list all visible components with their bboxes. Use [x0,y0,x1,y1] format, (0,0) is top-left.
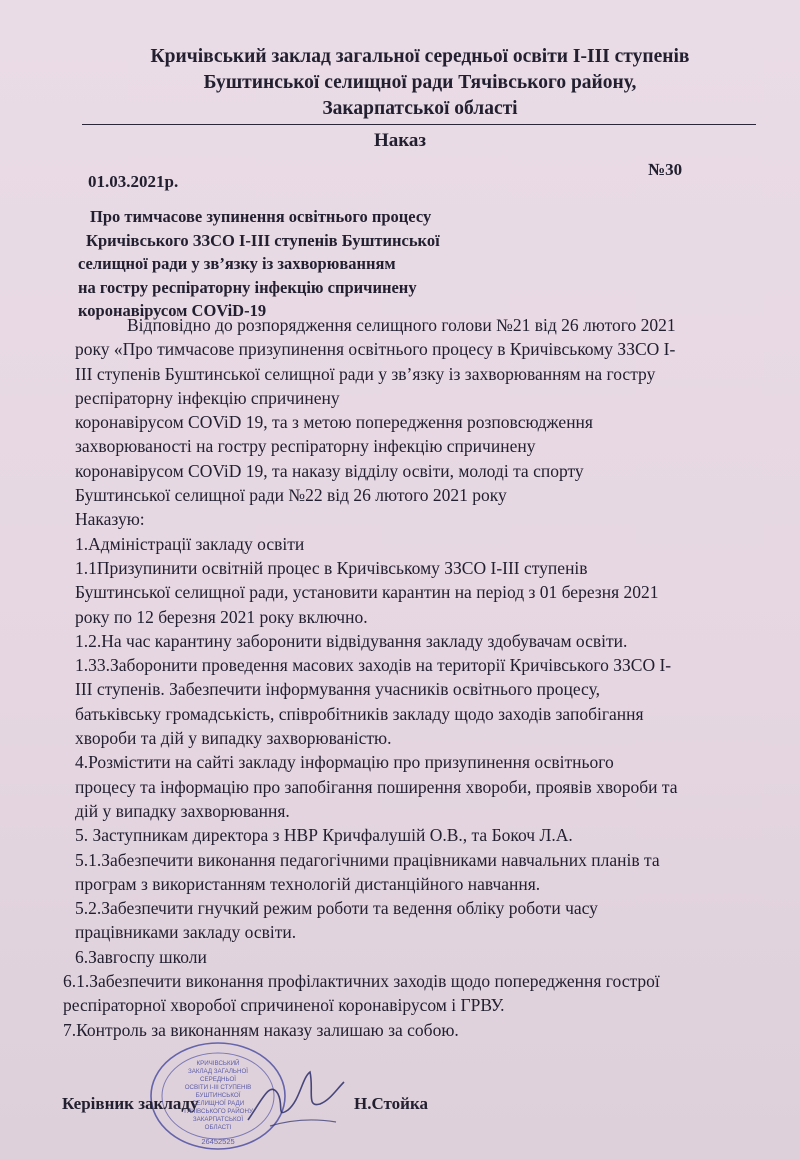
body-line: 6.Завгоспу школи [75,946,207,967]
body-line: програм з використанням технологій дистанційного навчання. [75,873,541,894]
body-line: коронавірусом COViD 19, та наказу відділу освіти, молоді та спорту [75,460,584,481]
body-line: коронавірусом COViD 19, та з метою попередження розповсюдження [75,412,593,433]
institution-header [80,44,760,122]
body-line: ІІІ ступенів Буштинської селищної ради у зв’язку із захворюванням на гостру [75,363,656,384]
order-date: 01.03.2021р. [88,172,179,191]
signatory-role: Керівник закладу [62,1094,199,1113]
body-line: ІІІ ступенів. Забезпечити інформування учасників освітнього процесу, [75,679,600,700]
body-line: 5.1.Забезпечити виконання педагогічними працівниками навчальних планів та [75,849,660,870]
stamp-line: БУШТИНСЬКОЇ [195,1092,241,1099]
handwritten-signature [240,1060,350,1140]
order-number: №30 [648,160,683,179]
stamp-line: ЗАКЛАД ЗАГАЛЬНОЇ [188,1068,248,1075]
body-line: процесу та інформацію про запобігання поширення хвороби, проявів хвороби та [75,776,678,797]
body-line: Буштинської селищної ради, установити карантин на період з 01 березня 2021 [75,582,659,603]
order-subject [78,205,538,323]
body-line: респіраторну інфекцію спричинену [75,387,340,408]
subject-line: Кричівського ЗЗСО І-ІІІ ступенів Буштинської [86,230,440,250]
header-line: Кричівський заклад загальної середньої освіти І-ІІІ ступенів [150,46,690,67]
subject-line: на гостру респіраторну інфекцію спричинену [78,277,417,297]
stamp-line: ТЯЧІВСЬКОГО РАЙОНУ [183,1108,253,1115]
body-line: 5. Заступникам директора з НВР Кричфалушій О.В., та Бокоч Л.А. [75,825,573,846]
stamp-line: ОБЛАСТІ [204,1124,232,1131]
body-line: 5.2.Забезпечити гнучкий режим роботи та ведення обліку роботи часу [75,898,598,919]
stamp-line: ОСВІТИ І-ІІІ СТУПЕНІВ [184,1084,252,1091]
body-line: працівниками закладу освіти. [75,922,297,943]
body-line: 1.1Призупинити освітній процес в Кричівському ЗЗСО І-ІІІ ступенів [75,557,588,578]
stamp-line: ЗАКАРПАТСЬКОЇ [192,1116,244,1123]
body-line: року по 12 березня 2021 року включно. [75,606,368,627]
body-line: 4.Розмістити на сайті закладу інформацію про призупинення освітнього [75,752,614,773]
body-line: захворюваності на гостру респіраторну інфекцію спричинену [75,436,536,457]
body-line: хвороби та дій у випадку захворюваністю. [75,728,392,749]
order-body [63,313,775,1042]
header-line: Буштинської селищної ради Тячівського району, [203,72,637,93]
stamp-line: СЕЛИЩНОЇ РАДИ [191,1100,245,1107]
stamp-line: СЕРЕДНЬОЇ [200,1076,236,1083]
body-line: 1.2.На час карантину заборонити відвідування закладу здобувачам освіти. [75,630,628,651]
subject-line: Про тимчасове зупинення освітнього процесу [90,207,432,226]
body-line: респіраторної хворобої спричиненої коронавірусом і ГРВУ. [63,995,505,1016]
signatory-name: Н.Стойка [354,1094,428,1113]
body-line: 1.Адміністрації закладу освіти [75,533,305,554]
order-title: Наказ [373,130,427,151]
header-divider [82,124,756,125]
body-line: 1.33.Заборонити проведення масових заходів на території Кричівського ЗЗСО І- [75,655,672,676]
stamp-line: КРИЧІВСЬКИЙ [196,1060,240,1067]
body-line: дій у випадку захворювання. [75,800,290,821]
body-line: Відповідно до розпорядження селищного голови №21 від 26 лютого 2021 [127,315,676,335]
header-line: Закарпатської області [322,98,518,119]
body-line: батьківську громадськість, співробітників закладу щодо заходів запобігання [75,703,644,724]
body-line: Наказую: [75,509,145,530]
body-line: Буштинської селищної ради №22 від 26 лютого 2021 року [75,485,507,506]
body-line: року «Про тимчасове призупинення освітнього процесу в Кричівському ЗЗСО І- [75,339,676,360]
subject-line: селищної ради у зв’язку із захворюванням [78,254,396,273]
body-line: 6.1.Забезпечити виконання профілактичних заходів щодо попередження гострої [63,971,660,992]
stamp-code: 26452525 [201,1137,235,1146]
body-line: 7.Контроль за виконанням наказу залишаю за собою. [63,1019,459,1040]
subject-line: коронавірусом COViD-19 [78,301,267,320]
